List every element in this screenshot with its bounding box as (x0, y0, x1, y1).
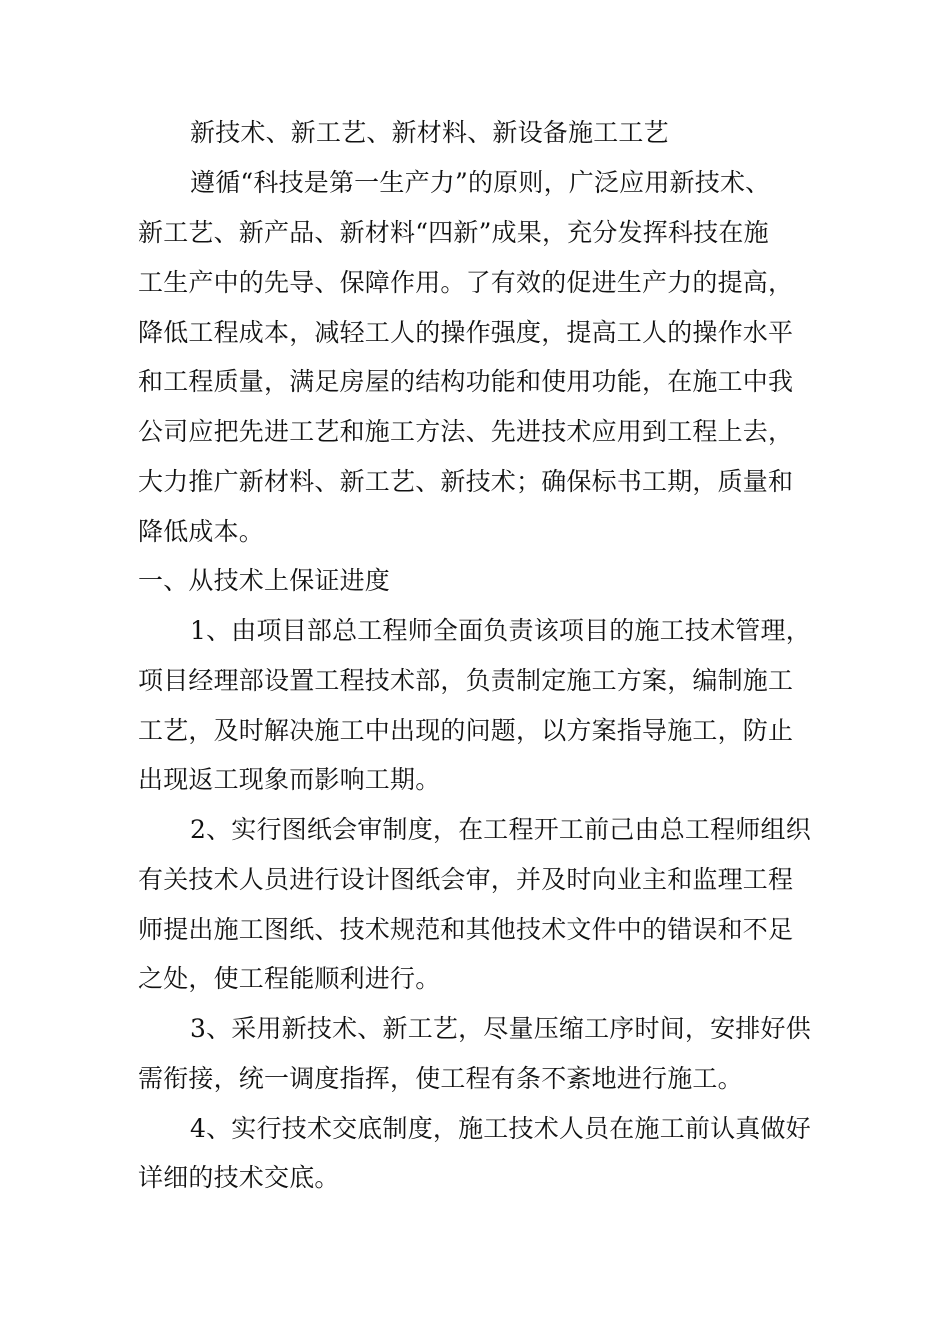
paragraph-line: 工艺，及时解决施工中出现的问题，以方案指导施工，防止 (138, 716, 794, 745)
paragraph-line: 有关技术人员进行设计图纸会审，并及时向业主和监理工程 (138, 865, 794, 894)
section-heading: 一、从技术上保证进度 (138, 566, 391, 595)
paragraph-line: 降低成本。 (138, 517, 265, 546)
paragraph-line: 工生产中的先导、保障作用。了有效的促进生产力的提高， (138, 268, 794, 297)
paragraph-line: 和工程质量，满足房屋的结构功能和使用功能，在施工中我 (138, 367, 794, 396)
paragraph-line: 之处，使工程能顺利进行。 (138, 964, 441, 993)
paragraph-line: 项目经理部设置工程技术部，负责制定施工方案，编制施工 (138, 666, 794, 695)
paragraph-line: 降低工程成本，减轻工人的操作强度，提高工人的操作水平 (138, 318, 794, 347)
paragraph-line: 需衔接，统一调度指挥，使工程有条不紊地进行施工。 (138, 1064, 743, 1093)
paragraph-line: 详细的技术交底。 (138, 1163, 340, 1192)
paragraph-line: 大力推广新材料、新工艺、新技术；确保标书工期，质量和 (138, 467, 794, 496)
paragraph-line: 3、采用新技术、新工艺，尽量压缩工序时间，安排好供 (190, 1014, 811, 1043)
paragraph-line: 公司应把先进工艺和施工方法、先进技术应用到工程上去， (138, 417, 794, 446)
paragraph-line: 遵循“科技是第一生产力”的原则，广泛应用新技术、 (190, 168, 771, 197)
paragraph-line: 出现返工现象而影响工期。 (138, 765, 441, 794)
paragraph-line: 2、实行图纸会审制度，在工程开工前己由总工程师组织 (190, 815, 811, 844)
paragraph-line: 师提出施工图纸、技术规范和其他技术文件中的错误和不足 (138, 915, 794, 944)
paragraph-line: 新工艺、新产品、新材料“四新”成果，充分发挥科技在施 (138, 218, 769, 247)
paragraph-line: 1、由项目部总工程师全面负责该项目的施工技术管理， (190, 616, 811, 645)
paragraph-line: 4、实行技术交底制度，施工技术人员在施工前认真做好 (190, 1114, 811, 1143)
document-title: 新技术、新工艺、新材料、新设备施工工艺 (190, 118, 669, 147)
